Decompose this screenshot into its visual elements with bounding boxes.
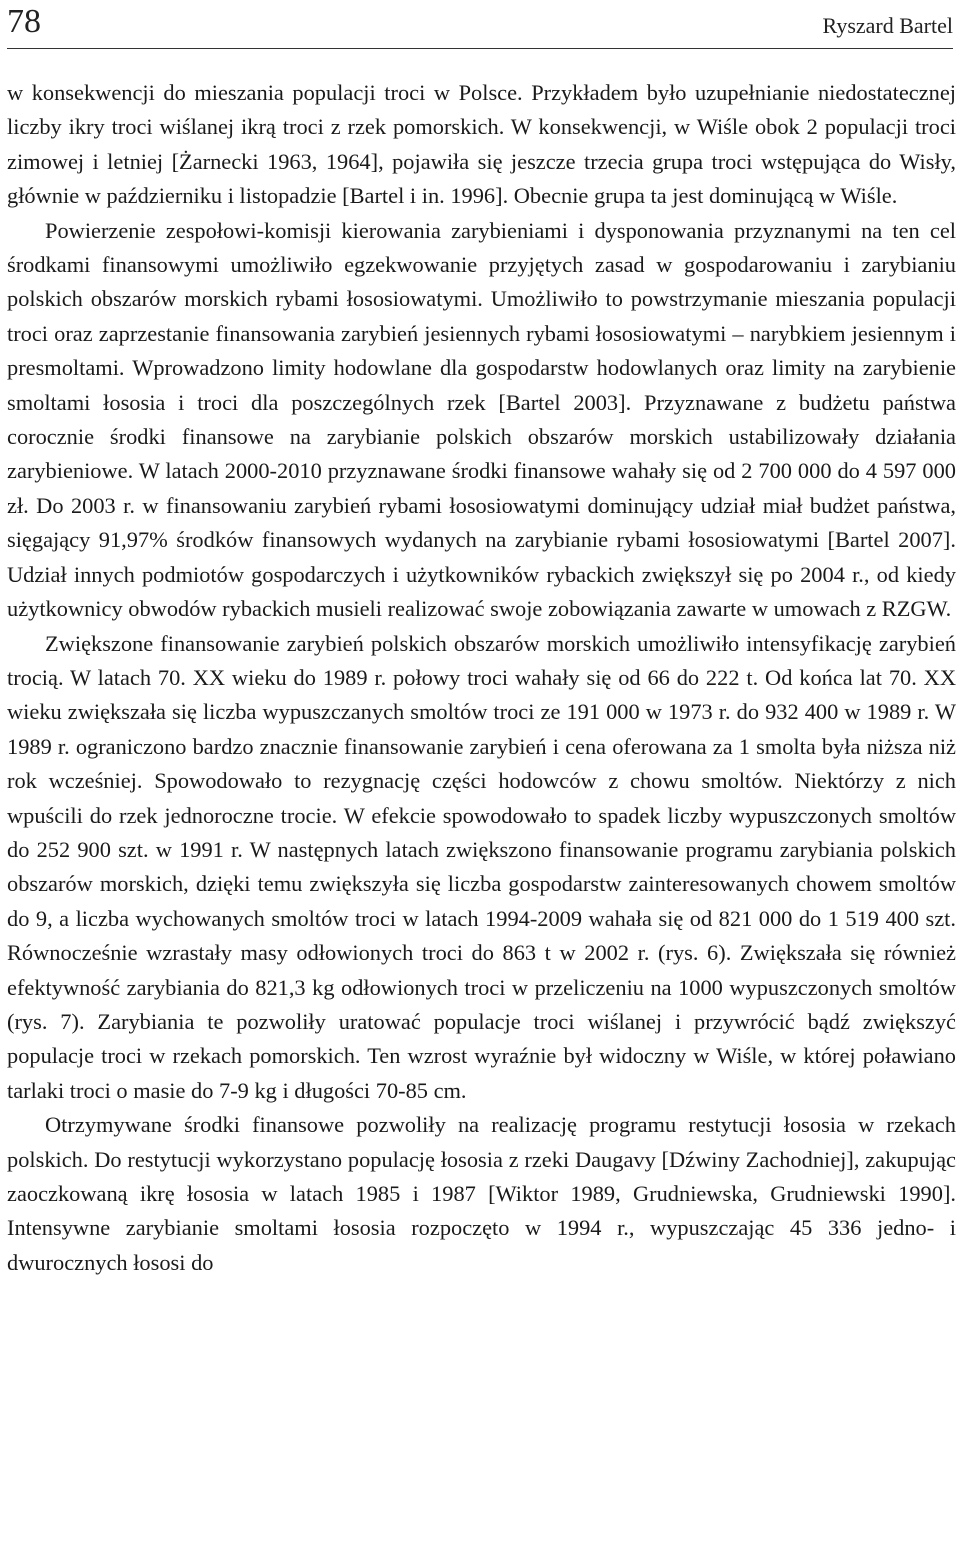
header-rule <box>7 48 953 49</box>
paragraph-continued: w konsekwencji do mieszania populacji troci w Polsce. Przykładem było uzupełnianie niedostatecznej liczby ikry troci wiślanej ikrą troci z rzek pomorskich. W konsekwencji, w Wiśle obok 2 populacji troci zimowej i letniej [Żarnecki 1963, 1964], pojawiła się jeszcze trzecia grupa troci wstępująca do Wisły, głównie w październiku i listopadzie [Bartel i in. 1996]. Obecnie grupa ta jest dominującą w Wiśle. <box>7 80 956 209</box>
body-text <box>7 76 956 1280</box>
paragraph: Otrzymywane środki finansowe pozwoliły na realizację programu restytucji łososia w rzekach polskich. Do restytucji wykorzystano populację łososia z rzeki Daugavy [Dźwiny Zachodniej], zakupując zaoczkowaną ikrę łososia w latach 1985 i 1987 [Wiktor 1989, Grudniewska, Grudniewski 1990]. Intensywne zarybianie smoltami łososia rozpoczęto w 1994 r., wypuszczając 45 336 jedno- i dwurocznych łososi do <box>7 1112 956 1275</box>
paragraph: Powierzenie zespołowi-komisji kierowania zarybieniami i dysponowania przyznanymi na ten cel środkami finansowymi umożliwiło egzekwowanie przyjętych zasad w gospodarowaniu i zarybianiu polskich obszarów morskich rybami łososiowatymi. Umożliwiło to powstrzymanie mieszania populacji troci oraz zaprzestanie finansowania zarybień jesiennych rybami łososiowatymi – narybkiem jesiennym i presmoltami. Wprowadzono limity hodowlane dla gospodarstw hodowlanych oraz limity na zarybienie smoltami łososia i troci dla poszczególnych rzek [Bartel 2003]. Przyznawane z budżetu państwa corocznie środki finansowe na zarybianie polskich obszarów morskich ustabilizowały działania zarybieniowe. W latach 2000-2010 przyznawane środki finansowe wahały się od 2 700 000 do 4 597 000 zł. Do 2003 r. w finansowaniu zarybień rybami łososiowatymi dominujący udział miał budżet państwa, sięgający 91,97% środków finansowych wydanych na zarybianie rybami łososiowatymi [Bartel 2007]. Udział innych podmiotów gospodarczych i użytkowników rybackich zwiększył się po 2004 r., od kiedy użytkownicy obwodów rybackich musieli realizować swoje zobowiązania zawarte w umowach z RZGW. <box>7 217 956 622</box>
paragraph: Zwiększone finansowanie zarybień polskich obszarów morskich umożliwiło intensyfikację zarybień trocią. W latach 70. XX wieku do 1989 r. połowy troci wahały się od 66 do 222 t. Od końca lat 70. XX wieku zwiększała się liczba wypuszczanych smoltów troci ze 191 000 w 1973 r. do 932 400 w 1989 r. W 1989 r. ograniczono bardzo znacznie finansowanie zarybień i cena oferowana za 1 smolta była niższa niż rok wcześniej. Spowodowało to rezygnację części hodowców z chowu smoltów. Niektórzy z nich wpuścili do rzek jednoroczne trocie. W efekcie spowodowało to spadek liczby wypuszczonych smoltów do 252 900 szt. w 1991 r. W następnych latach zwiększono finansowanie programu zarybiania polskich obszarów morskich, dzięki temu zwiększyła się liczba gospodarstw zainteresowanych chowem smoltów do 9, a liczba wychowanych smoltów troci w latach 1994-2009 wahała się od 821 000 do 1 519 400 szt. Równocześnie wzrastały masy odłowionych troci do 863 t w 2002 r. (rys. 6). Zwiększała się również efektywność zarybiania do 821,3 kg odłowionych troci w przeliczeniu na 1000 wypuszczonych smoltów (rys. 7). Zarybiania te pozwoliły uratować populacje troci wiślanej i przywrócić bądź zwiększyć populacje troci w rzekach pomorskich. Ten wzrost wyraźnie był widoczny w Wiśle, w której poławiano tarlaki troci o masie do 7-9 kg i długości 70-85 cm. <box>7 630 956 1103</box>
page-header <box>7 0 953 48</box>
running-head-author: Ryszard Bartel <box>822 13 953 38</box>
page-number: 78 <box>7 3 41 40</box>
